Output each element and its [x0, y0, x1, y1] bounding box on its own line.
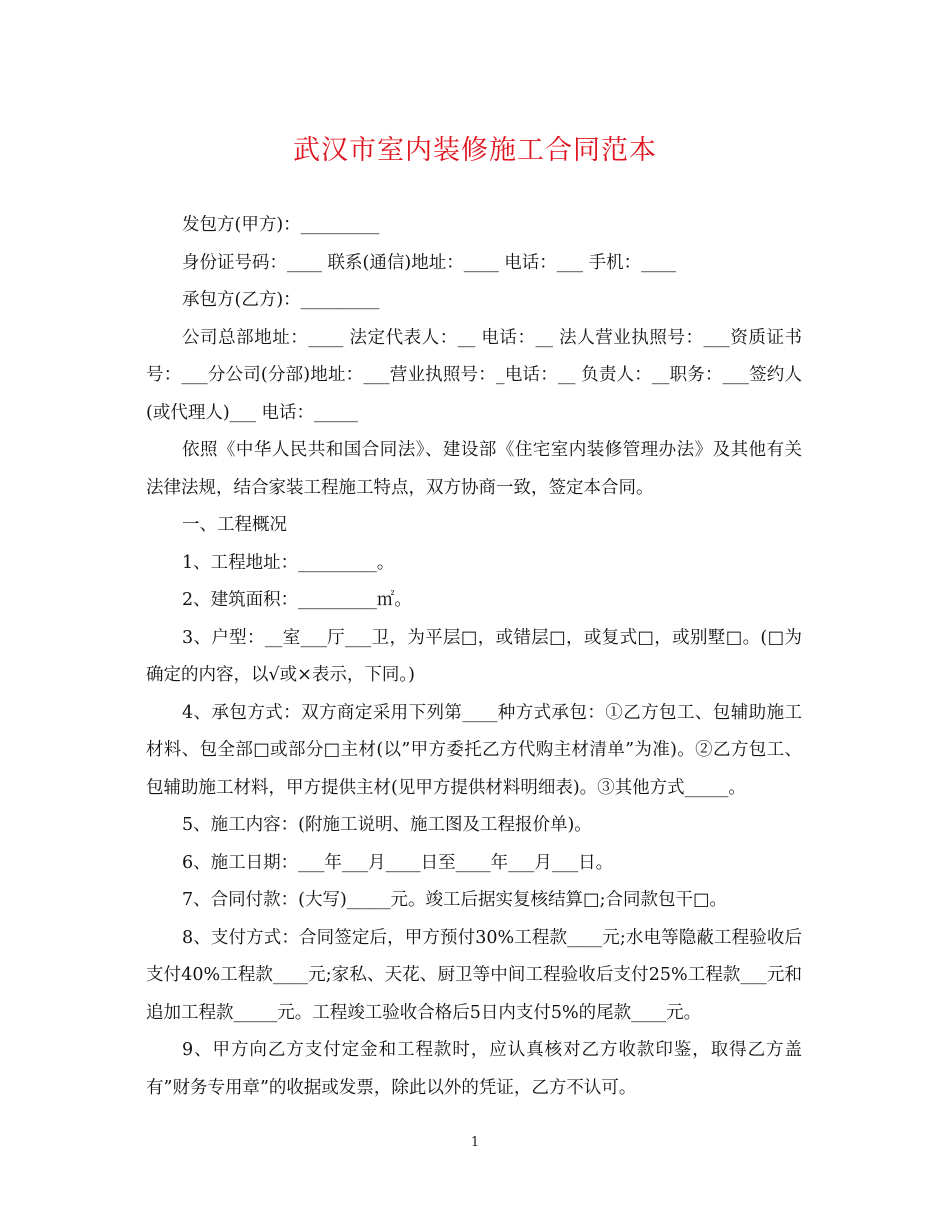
party-a-id-line: 身份证号码：____ 联系(通信)地址：____ 电话：___ 手机：____	[182, 252, 677, 273]
party-a-line: 发包方(甲方)：_________	[182, 215, 380, 235]
page-number: 1	[470, 1135, 480, 1150]
party-b-company-info: 公司总部地址：____ 法定代表人：__ 电话：__ 法人营业执照号：___资质证书号：___分公司(分部)地址：___营业执照号：_电话：__ 负责人：__职务：___签约人(或代理人)___ 电话：_____	[146, 327, 802, 423]
document-title: 武汉市室内装修施工合同范本	[293, 135, 657, 166]
clause-house-type: 3、户型：__室___厅___卫，为平层□，或错层□，或复式□，或别墅□。(□为确定的内容，以√或×表示，下同。)	[146, 627, 802, 685]
document-body	[146, 207, 802, 1107]
clause-payment-verification: 9、甲方向乙方支付定金和工程款时，应认真核对乙方收款印鉴，取得乙方盖有”财务专用章”的收据或发票，除此以外的凭证，乙方不认可。	[146, 1040, 802, 1098]
clause-project-address: 1、工程地址：_________。	[182, 552, 395, 573]
party-b-line: 承包方(乙方)：_________	[182, 290, 380, 310]
clause-contract-method: 4、承包方式：双方商定采用下列第____种方式承包：①乙方包工、包辅助施工材料、包全部□或部分□主材(以”甲方委托乙方代购主材清单”为准)。②乙方包工、包辅助施工材料，甲方提供主材(见甲方提供材料明细表)。③其他方式_____。	[146, 702, 802, 798]
clause-construction-content: 5、施工内容：(附施工说明、施工图及工程报价单)。	[182, 815, 592, 835]
clause-contract-payment: 7、合同付款：(大写)_____元。竣工后据实复核结算□;合同款包干□。	[182, 890, 728, 910]
legal-basis-paragraph: 依照《中华人民共和国合同法》、建设部《住宅室内装修管理办法》及其他有关法律法规，结合家装工程施工特点，双方协商一致，签定本合同。	[146, 440, 802, 498]
clause-construction-dates: 6、施工日期：___年___月____日至____年___月___日。	[182, 852, 614, 873]
section-heading-project-overview: 一、工程概况	[182, 515, 287, 535]
clause-payment-method: 8、支付方式：合同签定后，甲方预付30%工程款____元;水电等隐蔽工程验收后支付40%工程款____元;家私、天花、厨卫等中间工程验收后支付25%工程款___元和追加工程款_____元。工程竣工验收合格后5日内支付5%的尾款____元。	[146, 927, 802, 1023]
clause-building-area: 2、建筑面积：_________㎡。	[182, 590, 412, 610]
